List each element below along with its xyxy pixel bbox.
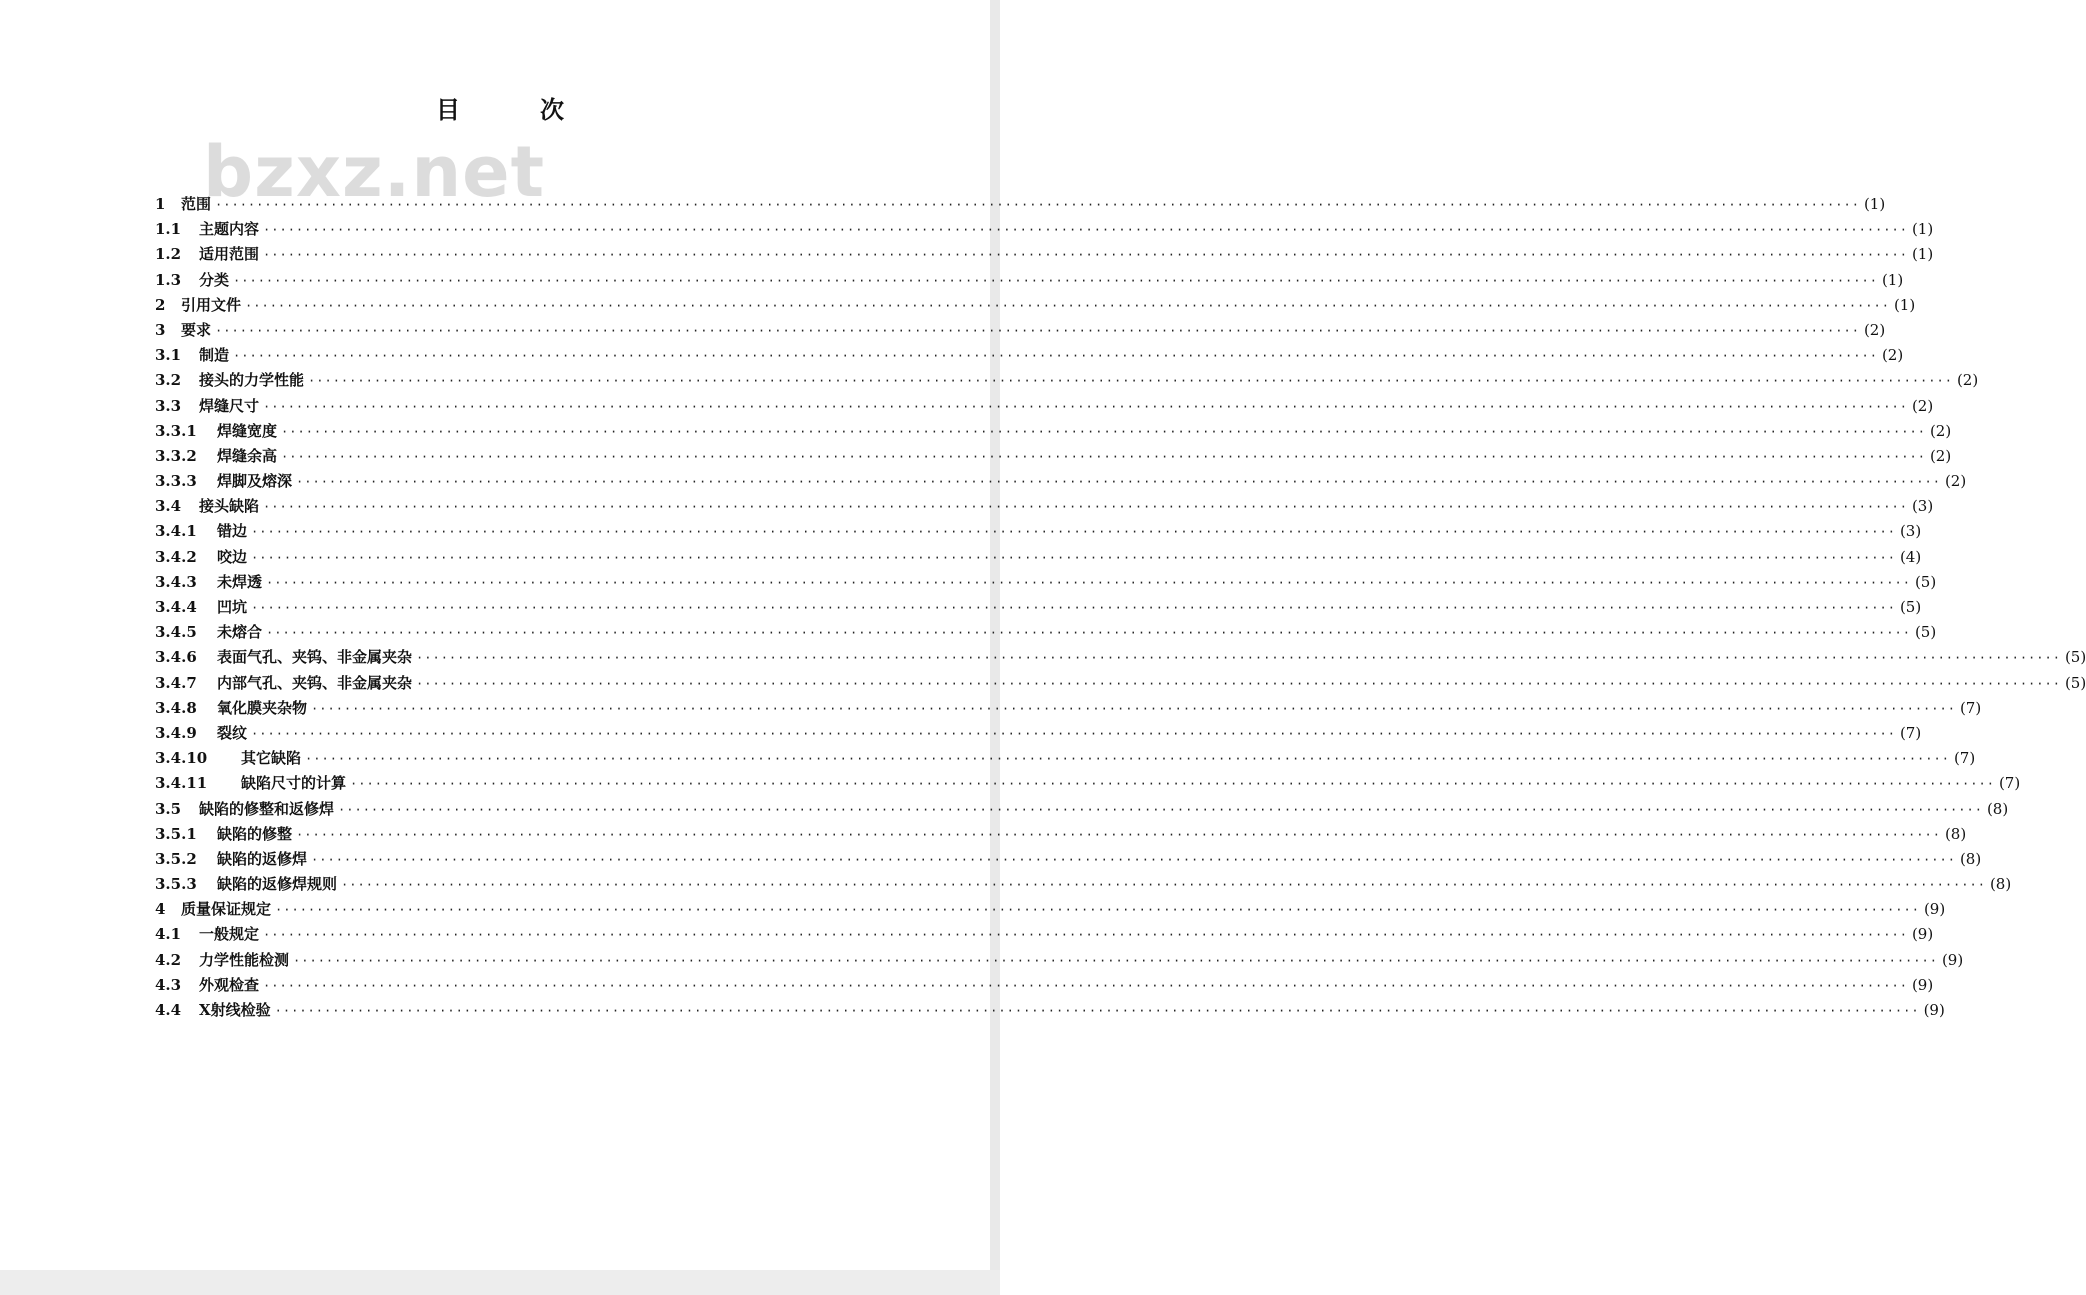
toc-entry-page: (2): [1881, 346, 1904, 365]
toc-entry-page: (2): [1956, 371, 1979, 390]
toc-leader-dots: ········································································································································································································: [263, 928, 1908, 943]
toc-entry-label: 缺陷的修整和返修焊: [199, 799, 335, 818]
toc-entry-label: 范围: [181, 195, 212, 213]
toc-entry-label: 咬边: [217, 547, 248, 566]
toc-leader-dots: ········································································································································································································: [293, 953, 1938, 968]
toc-entry-number: 4.1: [155, 925, 182, 944]
toc-entry[interactable]: [155, 218, 1934, 243]
toc-entry[interactable]: [155, 999, 1945, 1024]
toc-leader-dots: ········································································································································································································: [266, 626, 1911, 641]
toc-entry-label: 适用范围: [199, 245, 260, 264]
toc-entry-label: X射线检验: [199, 1001, 271, 1019]
toc-entry-label: 缺陷尺寸的计算: [241, 774, 347, 793]
toc-entry-label: 凹坑: [217, 598, 248, 616]
toc-entry[interactable]: [155, 571, 1937, 596]
toc-entry-label: 内部气孔、夹钨、非金属夹杂: [217, 673, 413, 692]
toc-entry-number: 1.2: [155, 245, 182, 264]
toc-entry[interactable]: [155, 369, 1979, 394]
toc-entry-page: (5): [1899, 598, 1922, 616]
toc-entry[interactable]: [155, 722, 1922, 747]
toc-entry-label: 质量保证规定: [181, 900, 272, 919]
toc-entry-number: 3.4.4: [155, 598, 197, 616]
toc-entry-number: 3.4.9: [155, 723, 197, 742]
toc-entry[interactable]: [155, 269, 1904, 294]
title-char-1: 目: [436, 96, 460, 124]
toc-entry-label: 其它缺陷: [241, 749, 302, 768]
toc-leader-dots: ········································································································································································································: [251, 601, 1896, 615]
toc-entry-page: (1): [1911, 220, 1934, 239]
toc-entry-label: 未焊透: [217, 572, 263, 591]
toc-entry[interactable]: [155, 395, 1934, 420]
toc-leader-dots: ········································································································································································································: [263, 399, 1908, 414]
toc-entry[interactable]: [155, 546, 1922, 571]
toc-leader-dots: ········································································································································································································: [263, 223, 1908, 238]
toc-leader-dots: ········································································································································································································: [281, 424, 1926, 439]
toc-entry[interactable]: [155, 798, 2009, 823]
toc-entry-number: 3.4.10: [155, 749, 208, 768]
toc-entry-page: (5): [1914, 623, 1937, 642]
toc-entry-page: (8): [1944, 824, 1967, 843]
title-char-2: 次: [540, 96, 564, 124]
toc-entry-number: 3.4.7: [155, 673, 197, 692]
toc-entry-label: 接头缺陷: [199, 497, 260, 516]
toc-entry-page: (3): [1899, 522, 1922, 541]
toc-entry[interactable]: [155, 495, 1934, 520]
toc-entry-number: 1.3: [155, 270, 182, 289]
toc-entry[interactable]: [155, 344, 1904, 369]
toc-leader-dots: ········································································································································································································: [215, 198, 1860, 212]
toc-entry-label: 主题内容: [199, 220, 260, 239]
toc-entry[interactable]: [155, 898, 1946, 923]
watermark: bzxz.net: [203, 131, 546, 213]
toc-entry-page: (3): [1911, 497, 1934, 516]
toc-entry-number: 3.5.2: [155, 849, 197, 868]
toc-entry-label: 缺陷的修整: [217, 824, 293, 843]
toc-entry-number: 2: [155, 295, 166, 314]
toc-entry[interactable]: [155, 445, 1952, 470]
toc-entry[interactable]: [155, 697, 1982, 722]
toc-entry-page: (7): [1998, 774, 2021, 793]
toc-entry-number: 4: [155, 900, 166, 919]
toc-leader-dots: ········································································································································································································: [263, 248, 1908, 263]
page-bottom-strip: [0, 1270, 1000, 1295]
toc-entry[interactable]: [155, 596, 1922, 621]
toc-leader-dots: ········································································································································································································: [233, 349, 1878, 364]
toc-entry-page: (7): [1959, 698, 1982, 717]
toc-entry-page: (1): [1881, 270, 1904, 289]
toc-entry-number: 3.3.3: [155, 472, 197, 491]
toc-entry-label: 制造: [199, 346, 230, 365]
toc-entry[interactable]: [155, 949, 1964, 974]
toc-entry-page: (9): [1911, 925, 1934, 944]
toc-entry-page: (7): [1899, 723, 1922, 742]
toc-entry[interactable]: [155, 294, 1916, 319]
toc-leader-dots: ········································································································································································································: [296, 475, 1941, 490]
toc-entry-label: 力学性能检测: [199, 950, 290, 969]
toc-entry-label: 焊缝尺寸: [199, 396, 260, 415]
toc-leader-dots: ········································································································································································································: [245, 298, 1890, 313]
toc-leader-dots: ········································································································································································································: [251, 726, 1896, 741]
toc-entry-label: 氧化膜夹杂物: [217, 698, 308, 717]
toc-entry[interactable]: [155, 420, 1952, 445]
toc-entry-label: 要求: [181, 320, 212, 339]
toc-entry-page: (1): [1911, 245, 1934, 264]
toc-entry-number: 3.4.5: [155, 623, 197, 642]
toc-leader-dots: ········································································································································································································: [266, 575, 1911, 590]
toc-leader-dots: ········································································································································································································: [350, 777, 1995, 792]
toc-entry-number: 1.1: [155, 220, 182, 239]
toc-entry-page: (8): [1959, 849, 1982, 868]
toc-entry-number: 3: [155, 320, 166, 339]
toc-leader-dots: ········································································································································································································: [311, 852, 1956, 867]
toc-entry-number: 4.2: [155, 950, 182, 969]
toc-entry-number: 3.2: [155, 371, 182, 390]
toc-entry-label: 未熔合: [217, 623, 263, 642]
toc-entry-page: (9): [1911, 975, 1934, 994]
toc-leader-dots: ········································································································································································································: [416, 651, 2061, 666]
toc-entry[interactable]: [155, 646, 2086, 671]
toc-entry-page: (2): [1929, 421, 1952, 440]
toc-entry-number: 3.3.1: [155, 421, 197, 440]
toc-entry-page: (5): [2064, 648, 2086, 667]
toc-leader-dots: ········································································································································································································: [338, 802, 1983, 817]
toc-entry-page: (2): [1863, 320, 1886, 339]
toc-entry-number: 3.4.6: [155, 648, 197, 667]
toc-leader-dots: ········································································································································································································: [263, 500, 1908, 515]
toc-leader-dots: ········································································································································································································: [341, 878, 1986, 893]
toc-leader-dots: ········································································································································································································: [263, 978, 1908, 993]
table-of-contents: [155, 193, 2086, 1024]
toc-entry-number: 3.3.2: [155, 446, 197, 465]
toc-entry-page: (5): [2064, 673, 2086, 692]
toc-entry-number: 3.5: [155, 799, 182, 818]
toc-entry-number: 3.4.8: [155, 698, 197, 717]
toc-leader-dots: ········································································································································································································: [233, 273, 1878, 288]
toc-entry-label: 缺陷的返修焊: [217, 849, 308, 868]
toc-entry-page: (8): [1989, 875, 2012, 894]
toc-entry-page: (2): [1911, 396, 1934, 415]
toc-entry-page: (9): [1923, 900, 1946, 919]
toc-entry[interactable]: [155, 848, 1982, 873]
toc-entry-label: 接头的力学性能: [199, 371, 305, 390]
toc-entry-label: 裂纹: [217, 723, 248, 742]
toc-entry-page: (4): [1899, 547, 1922, 566]
toc-entry[interactable]: [155, 672, 2086, 697]
toc-entry-label: 外观检查: [199, 975, 260, 994]
toc-entry-page: (5): [1914, 572, 1937, 591]
toc-entry-number: 3.5.3: [155, 875, 197, 894]
toc-leader-dots: ········································································································································································································: [305, 752, 1950, 767]
toc-entry-label: 错边: [217, 522, 248, 541]
toc-leader-dots: ········································································································································································································: [215, 323, 1860, 338]
toc-entry-label: 焊脚及熔深: [217, 472, 293, 491]
toc-entry[interactable]: [155, 193, 1886, 218]
toc-entry-page: (7): [1953, 749, 1976, 768]
toc-entry[interactable]: [155, 243, 1934, 268]
toc-entry-number: 3.4.2: [155, 547, 197, 566]
toc-entry-number: 3.4.1: [155, 522, 197, 541]
toc-entry-number: 3.4.3: [155, 572, 197, 591]
toc-entry[interactable]: [155, 873, 2012, 898]
toc-entry-number: 3.4: [155, 497, 182, 516]
toc-entry-label: 焊缝余高: [217, 446, 278, 465]
toc-entry[interactable]: [155, 747, 1976, 772]
toc-leader-dots: ········································································································································································································: [281, 449, 1926, 464]
toc-entry-page: (9): [1941, 950, 1964, 969]
toc-entry-number: 4.4: [155, 1001, 182, 1019]
toc-entry-label: 分类: [199, 270, 230, 289]
toc-entry-number: 4.3: [155, 975, 182, 994]
toc-entry-page: (2): [1929, 446, 1952, 465]
toc-entry-number: 3.5.1: [155, 824, 197, 843]
toc-leader-dots: ········································································································································································································: [275, 903, 1920, 918]
toc-entry-page: (1): [1893, 295, 1916, 314]
toc-entry-label: 引用文件: [181, 295, 242, 314]
toc-leader-dots: ········································································································································································································: [251, 525, 1896, 540]
toc-entry[interactable]: [155, 520, 1922, 545]
toc-entry-number: 3.4.11: [155, 774, 208, 793]
toc-entry-page: (8): [1986, 799, 2009, 818]
toc-entry[interactable]: [155, 974, 1934, 999]
toc-entry-label: 焊缝宽度: [217, 421, 278, 440]
toc-entry[interactable]: [155, 923, 1934, 948]
toc-entry[interactable]: [155, 621, 1937, 646]
toc-entry-page: (9): [1923, 1001, 1945, 1019]
toc-entry-label: 一般规定: [199, 925, 260, 944]
toc-leader-dots: ········································································································································································································: [416, 676, 2061, 691]
toc-leader-dots: ········································································································································································································: [296, 827, 1941, 842]
toc-leader-dots: ········································································································································································································: [311, 701, 1956, 716]
page-title: [0, 90, 1000, 125]
toc-entry-label: 缺陷的返修焊规则: [217, 875, 338, 894]
toc-entry-number: 1: [155, 195, 166, 213]
toc-entry[interactable]: [155, 319, 1886, 344]
toc-entry-number: 3.3: [155, 396, 182, 415]
toc-leader-dots: ········································································································································································································: [308, 374, 1953, 389]
toc-entry-page: (1): [1863, 195, 1886, 213]
toc-leader-dots: ········································································································································································································: [251, 550, 1896, 565]
toc-entry[interactable]: [155, 823, 1967, 848]
toc-entry[interactable]: [155, 772, 2021, 797]
toc-entry-label: 表面气孔、夹钨、非金属夹杂: [217, 648, 413, 667]
toc-leader-dots: ········································································································································································································: [274, 1004, 1920, 1018]
toc-entry[interactable]: [155, 470, 1967, 495]
toc-entry-page: (2): [1944, 472, 1967, 491]
toc-entry-number: 3.1: [155, 346, 182, 365]
